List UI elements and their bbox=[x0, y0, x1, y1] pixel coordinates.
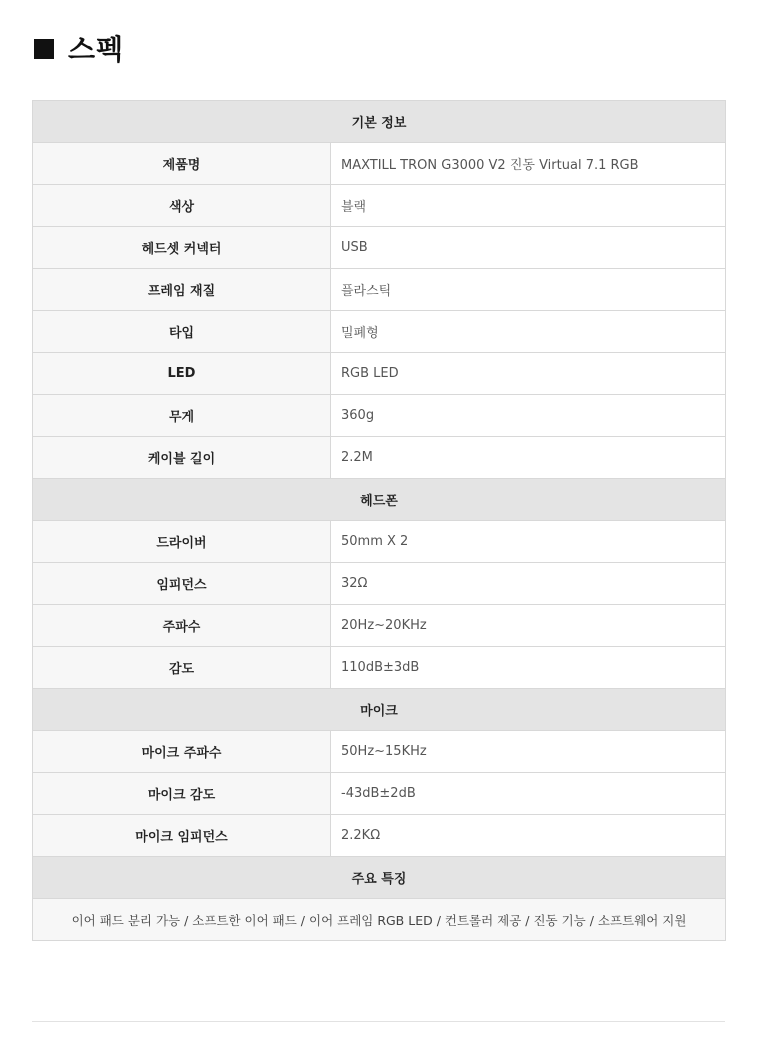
table-row bbox=[33, 731, 726, 773]
row-value: 50Hz~15KHz bbox=[331, 731, 726, 773]
table-row bbox=[33, 521, 726, 563]
section-header-headphone bbox=[33, 479, 726, 521]
row-value: 밀폐형 bbox=[331, 311, 726, 353]
row-label: 케이블 길이 bbox=[33, 437, 331, 479]
table-row bbox=[33, 395, 726, 437]
row-label: 임피던스 bbox=[33, 563, 331, 605]
row-label: 주파수 bbox=[33, 605, 331, 647]
row-label: LED bbox=[33, 353, 331, 395]
row-label: 헤드셋 커넥터 bbox=[33, 227, 331, 269]
table-row bbox=[33, 437, 726, 479]
spec-title bbox=[34, 28, 124, 68]
table-row bbox=[33, 647, 726, 689]
row-label: 타입 bbox=[33, 311, 331, 353]
table-row bbox=[33, 563, 726, 605]
spec-table bbox=[32, 100, 726, 941]
row-label: 제품명 bbox=[33, 143, 331, 185]
bottom-divider bbox=[32, 1021, 725, 1022]
row-value: MAXTILL TRON G3000 V2 진동 Virtual 7.1 RGB bbox=[331, 143, 726, 185]
row-value: 2.2M bbox=[331, 437, 726, 479]
table-row bbox=[33, 269, 726, 311]
row-label: 마이크 감도 bbox=[33, 773, 331, 815]
section-header-basic-info bbox=[33, 101, 726, 143]
row-value: 2.2KΩ bbox=[331, 815, 726, 857]
row-value: USB bbox=[331, 227, 726, 269]
table-row bbox=[33, 773, 726, 815]
section-header-mic bbox=[33, 689, 726, 731]
table-row bbox=[33, 353, 726, 395]
row-label: 마이크 임피던스 bbox=[33, 815, 331, 857]
section-header-key-features bbox=[33, 857, 726, 899]
feature-text: 이어 패드 분리 가능 / 소프트한 이어 패드 / 이어 프레임 RGB LED / 컨트롤러 제공 / 진동 기능 / 소프트웨어 지원 bbox=[33, 899, 726, 941]
table-row bbox=[33, 311, 726, 353]
row-label: 색상 bbox=[33, 185, 331, 227]
row-value: 플라스틱 bbox=[331, 269, 726, 311]
section-heading: 헤드폰 bbox=[33, 479, 726, 521]
table-row bbox=[33, 605, 726, 647]
row-value: -43dB±2dB bbox=[331, 773, 726, 815]
row-value: 50mm X 2 bbox=[331, 521, 726, 563]
row-value: RGB LED bbox=[331, 353, 726, 395]
row-value: 20Hz~20KHz bbox=[331, 605, 726, 647]
page-title: 스펙 bbox=[68, 33, 125, 66]
black-square-icon bbox=[34, 39, 54, 59]
row-value: 360g bbox=[331, 395, 726, 437]
section-heading: 주요 특징 bbox=[33, 857, 726, 899]
table-row bbox=[33, 143, 726, 185]
row-value: 110dB±3dB bbox=[331, 647, 726, 689]
table-row bbox=[33, 815, 726, 857]
row-label: 프레임 재질 bbox=[33, 269, 331, 311]
table-row bbox=[33, 227, 726, 269]
section-heading: 기본 정보 bbox=[33, 101, 726, 143]
row-label: 드라이버 bbox=[33, 521, 331, 563]
row-label: 마이크 주파수 bbox=[33, 731, 331, 773]
feature-row bbox=[33, 899, 726, 941]
row-label: 감도 bbox=[33, 647, 331, 689]
row-value: 블랙 bbox=[331, 185, 726, 227]
table-row bbox=[33, 185, 726, 227]
row-label: 무게 bbox=[33, 395, 331, 437]
section-heading: 마이크 bbox=[33, 689, 726, 731]
row-value: 32Ω bbox=[331, 563, 726, 605]
